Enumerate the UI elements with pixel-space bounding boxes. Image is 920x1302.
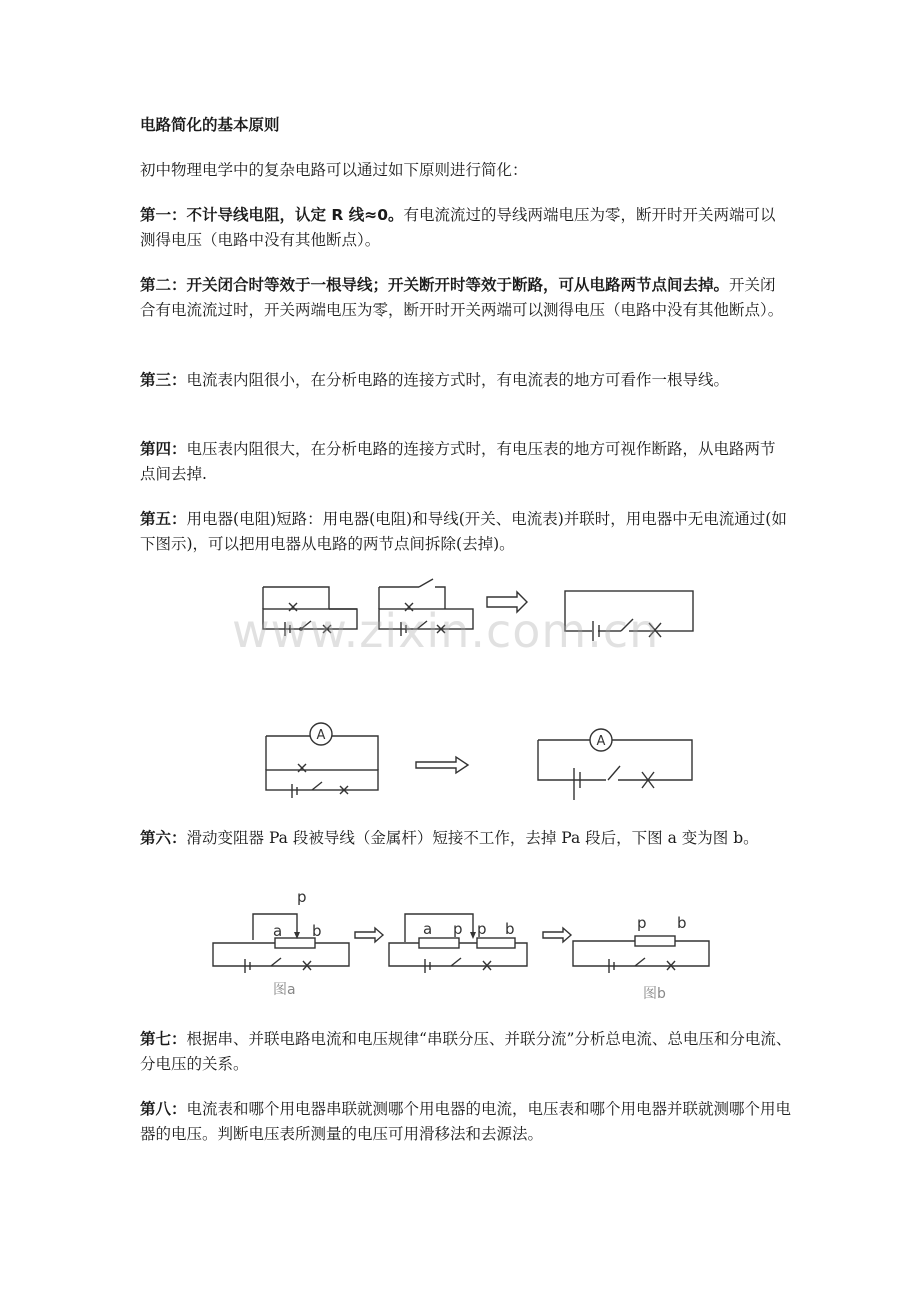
rule-label: 第七： <box>140 1030 187 1048</box>
rule-label: 第一： <box>140 206 187 224</box>
switch-icon <box>271 958 281 966</box>
rule-4 <box>140 437 790 487</box>
arrow-right-icon <box>487 592 527 612</box>
page-title: 电路简化的基本原则 <box>140 116 280 134</box>
rule-label: 第五： <box>140 510 187 528</box>
rule-1 <box>140 203 790 253</box>
rule-text: 电流表和哪个用电器串联就测哪个用电器的电流，电压表和哪个用电器并联就测哪个用电器的电压。判断电压表所测量的电压可用滑移法和去源法。 <box>140 1100 792 1143</box>
terminal-b-label: b <box>505 920 515 938</box>
rule-2 <box>140 273 790 323</box>
rule-7 <box>140 1027 800 1077</box>
terminal-b-label: b <box>312 922 322 940</box>
circuit-diagram <box>565 591 693 641</box>
switch-icon <box>635 958 645 966</box>
rule-label: 第二： <box>140 276 187 294</box>
slider-p-label: p <box>637 914 647 932</box>
rule-3 <box>140 368 790 393</box>
rule-6 <box>140 826 790 851</box>
lamp-icon <box>649 623 661 637</box>
terminal-a-label: a <box>423 920 433 938</box>
figure-a-caption: 图a <box>273 982 296 998</box>
lamp-icon <box>289 603 297 611</box>
arrow-right-icon <box>543 928 571 942</box>
circuit-diagram <box>389 914 527 973</box>
ammeter-label: A <box>596 734 606 749</box>
rule-text: 根据串、并联电路电流和电压规律“串联分压、并联分流”分析总电流、总电压和分电流、分电压的关系。 <box>140 1030 792 1073</box>
circuit-diagram <box>379 579 473 636</box>
switch-icon <box>621 619 633 631</box>
switch-icon <box>606 766 620 780</box>
circuit-diagram <box>263 587 357 636</box>
rule-text: 电流表内阻很小，在分析电路的连接方式时，有电流表的地方可看作一根导线。 <box>186 371 730 389</box>
lamp-icon <box>405 603 413 611</box>
ammeter-label: A <box>316 728 326 743</box>
battery-icon <box>292 784 297 798</box>
rule-text: 用电器(电阻)短路：用电器(电阻)和导线(开关、电流表)并联时，用电器中无电流通过(如下图示)，可以把用电器从电路的两节点间拆除(去掉)。 <box>140 510 787 553</box>
short-circuit-figure-1 <box>255 575 700 645</box>
rule-text: 有电流流过的导线两端电压为零，断开时开关两端可以测得电压（电路中没有其他断点）。 <box>140 206 776 249</box>
rule-bold: 开关闭合时等效于一根导线；开关断开时等效于断路，可从电路两节点间去掉。 <box>186 276 730 294</box>
arrow-right-icon <box>355 928 383 942</box>
slider-p-label: p <box>297 888 307 906</box>
rule-5 <box>140 507 790 557</box>
figure-b-caption: 图b <box>643 986 666 1002</box>
circuit-diagram <box>213 888 349 998</box>
circuit-diagram <box>538 729 692 800</box>
rule-8 <box>140 1097 800 1147</box>
circuit-diagram <box>573 914 709 1002</box>
watermark: www.zixin.com.cn <box>232 604 660 658</box>
rule-bold: 不计导线电阻，认定 R 线≈0。 <box>186 206 404 224</box>
rule-text: 电压表内阻很大，在分析电路的连接方式时，有电压表的地方可视作断路，从电路两节点间去掉. <box>140 440 776 483</box>
circuit-diagram <box>266 723 378 798</box>
ammeter-icon <box>310 723 332 745</box>
rule-text: 开关闭合有电流流过时，开关两端电压为零，断开时开关两端可以测得电压（电路中没有其他断点）。 <box>140 276 784 319</box>
rule-label: 第六： <box>140 829 187 847</box>
rule-label: 第三： <box>140 371 187 389</box>
switch-icon <box>417 621 427 629</box>
short-circuit-figure-2 <box>260 718 700 804</box>
rheostat-figure <box>205 888 715 1004</box>
battery-icon <box>574 768 580 800</box>
slider-p-label: p <box>453 920 463 938</box>
slider-p-label: p <box>477 920 487 938</box>
switch-icon <box>451 958 461 966</box>
switch-icon <box>312 782 322 790</box>
arrow-right-icon <box>416 757 468 773</box>
rule-text: 滑动变阻器 Pa 段被导线（金属杆）短接不工作，去掉 Pa 段后，下图 a 变为图 b。 <box>186 829 759 847</box>
ammeter-icon <box>590 729 612 751</box>
rule-label: 第四： <box>140 440 187 458</box>
rheostat-icon <box>635 936 675 946</box>
terminal-b-label: b <box>677 914 687 932</box>
rule-label: 第八： <box>140 1100 187 1118</box>
terminal-a-label: a <box>273 922 283 940</box>
lamp-icon <box>298 764 306 772</box>
intro-paragraph: 初中物理电学中的复杂电路可以通过如下原则进行简化： <box>140 161 528 179</box>
